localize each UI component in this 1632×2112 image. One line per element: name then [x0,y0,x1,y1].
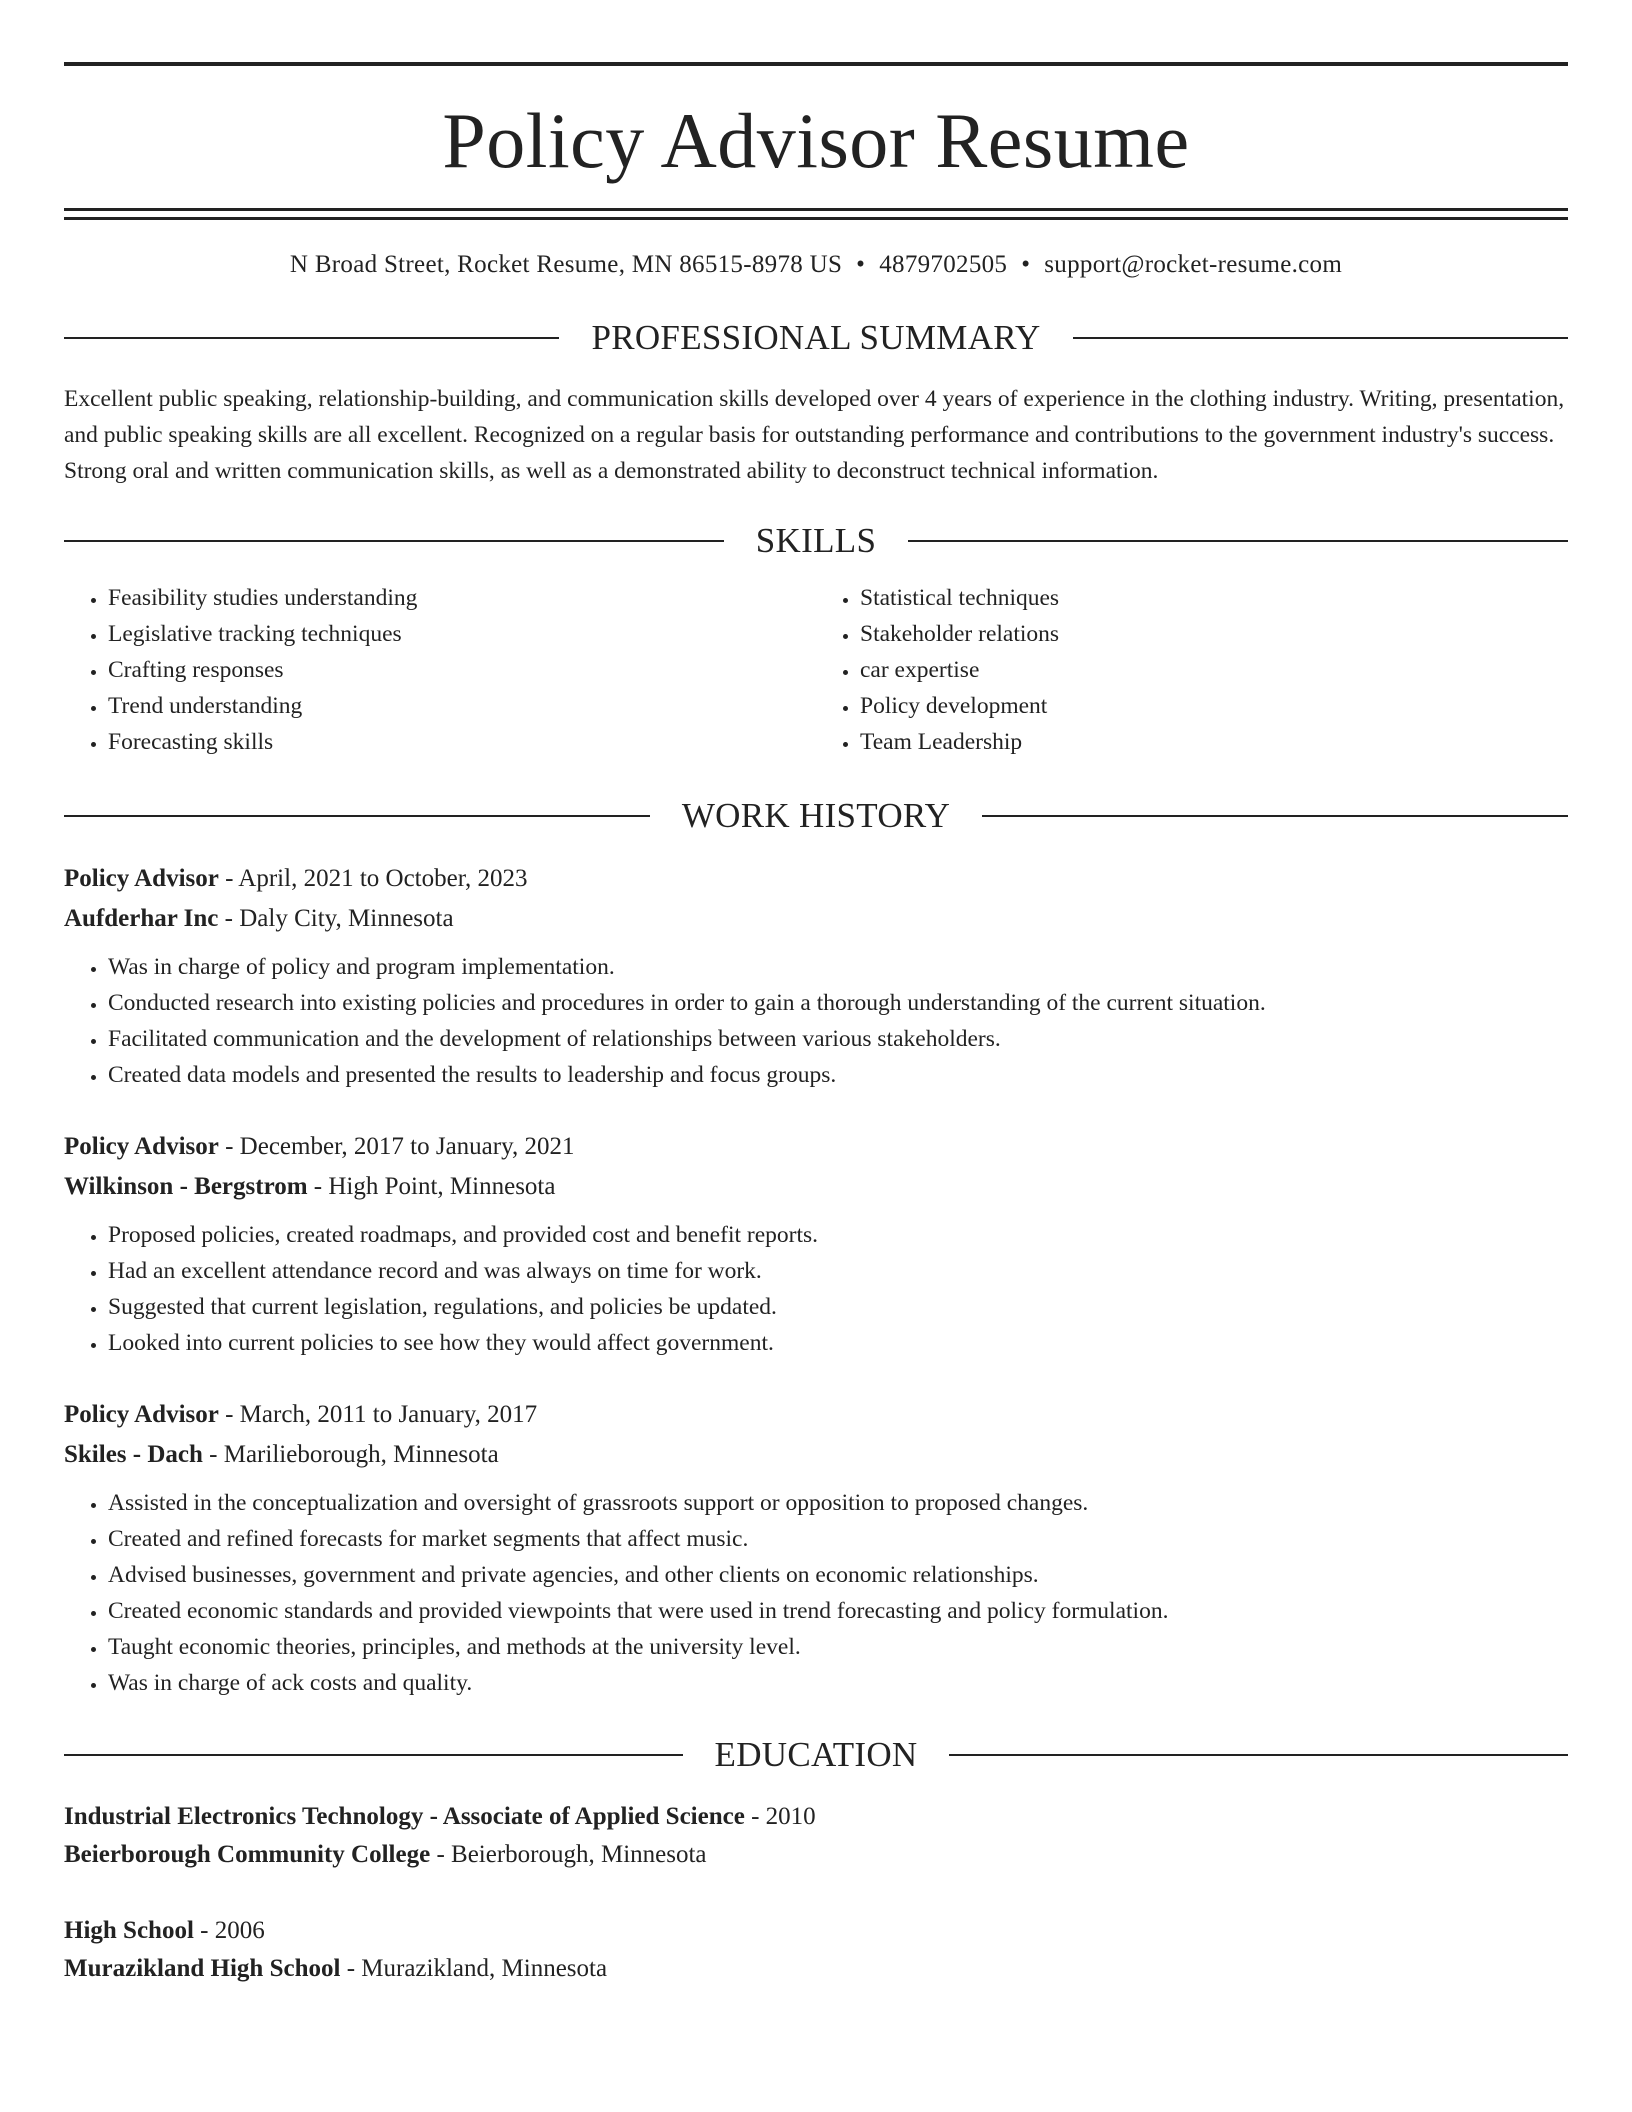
education-location: - Murazikland, Minnesota [340,1955,608,1982]
section-title-education: EDUCATION [714,1735,918,1774]
top-rule [64,62,1568,66]
education-school-line [64,1836,1568,1874]
resume-title: Policy Advisor Resume [442,97,1190,184]
skill-item: • Policy development [860,688,1568,724]
job-bullet: • Conducted research into existing policies and procedures in order to gain a thorough understanding of the current situation. [108,985,1568,1021]
skill-item: • Forecasting skills [108,724,816,760]
education-degree: Industrial Electronics Technology - Associate of Applied Science [64,1803,745,1830]
skill-item: • Stakeholder relations [860,616,1568,652]
job-company-line [64,899,1568,939]
job-bullets [64,1485,1568,1701]
education-entry [64,1912,1568,1988]
education-school-line [64,1950,1568,1988]
job-dates: - April, 2021 to October, 2023 [218,865,528,892]
job-location: - High Point, Minnesota [307,1173,556,1200]
job-bullet: • Created economic standards and provided viewpoints that were used in trend forecasting and policy formulation. [108,1593,1568,1629]
job-bullet: • Taught economic theories, principles, and methods at the university level. [108,1629,1568,1665]
education-entry [64,1798,1568,1874]
section-rule-left [64,540,724,542]
job-title: Policy Advisor [64,1133,219,1160]
job-entry [64,1127,1568,1361]
job-entry [64,859,1568,1093]
skill-item: • Statistical techniques [860,580,1568,616]
job-location: - Daly City, Minnesota [218,905,454,932]
section-header-skills [64,523,1568,558]
section-rule-left [64,337,559,339]
job-bullets [64,949,1568,1093]
education-year: - 2010 [744,1803,816,1830]
section-rule-right [908,540,1568,542]
title-double-rule [64,208,1568,220]
section-title-summary: PROFESSIONAL SUMMARY [591,318,1041,357]
contact-address: N Broad Street, Rocket Resume, MN 86515-8978 US [289,251,843,278]
job-company: Aufderhar Inc [64,905,219,932]
section-rule-left [64,1754,683,1756]
job-entry [64,1395,1568,1701]
skills-columns [64,580,1568,760]
job-bullets [64,1217,1568,1361]
education-degree: High School [64,1917,194,1944]
contact-separator: • [1021,251,1031,278]
job-bullet: • Created data models and presented the results to leadership and focus groups. [108,1057,1568,1093]
job-bullet: • Proposed policies, created roadmaps, and provided cost and benefit reports. [108,1217,1568,1253]
skill-item: • Trend understanding [108,688,816,724]
section-header-education [64,1737,1568,1772]
skills-list-right [816,580,1568,760]
job-bullet: • Suggested that current legislation, regulations, and policies be updated. [108,1289,1568,1325]
skill-item: • Crafting responses [108,652,816,688]
job-bullet: • Created and refined forecasts for market segments that affect music. [108,1521,1568,1557]
education-year: - 2006 [193,1917,265,1944]
education-location: - Beierborough, Minnesota [430,1841,707,1868]
job-bullet: • Was in charge of ack costs and quality. [108,1665,1568,1701]
section-rule-right [1073,337,1568,339]
job-bullet: • Advised businesses, government and private agencies, and other clients on economic relationships. [108,1557,1568,1593]
job-company-line [64,1435,1568,1475]
contact-phone[interactable]: 4879702505 [879,251,1008,278]
summary-text: Excellent public speaking, relationship-building, and communication skills developed over 4 years of experience in the clothing industry. Writing, presentation, and public speaking skills are all excellent. Recognized on a regular basis for outstanding performance and contributions to the government industry's success. Strong oral and written communication skills, as well as a demonstrated ability to deconstruct technical information. [64,386,1565,484]
job-bullet: • Looked into current policies to see how they would affect government. [108,1325,1568,1361]
section-rule-right [982,815,1568,817]
job-title-line [64,859,1568,899]
contact-separator: • [856,251,866,278]
job-bullet: • Was in charge of policy and program implementation. [108,949,1568,985]
section-rule-left [64,815,650,817]
job-company-line [64,1167,1568,1207]
section-header-summary [64,320,1568,355]
job-bullet: • Assisted in the conceptualization and oversight of grassroots support or opposition to proposed changes. [108,1485,1568,1521]
job-dates: - December, 2017 to January, 2021 [218,1133,575,1160]
education-school: Beierborough Community College [64,1841,431,1868]
job-company: Wilkinson - Bergstrom [64,1173,308,1200]
job-bullet: • Facilitated communication and the development of relationships between various stakeholders. [108,1021,1568,1057]
education-degree-line [64,1912,1568,1950]
skill-item: • Feasibility studies understanding [108,580,816,616]
job-title: Policy Advisor [64,1401,219,1428]
skill-item: • Legislative tracking techniques [108,616,816,652]
section-header-work [64,798,1568,833]
job-location: - Marilieborough, Minnesota [202,1441,499,1468]
job-company: Skiles - Dach [64,1441,203,1468]
skill-item: • Team Leadership [860,724,1568,760]
job-bullet: • Had an excellent attendance record and was always on time for work. [108,1253,1568,1289]
section-rule-right [949,1754,1568,1756]
contact-email[interactable]: support@rocket-resume.com [1044,251,1343,278]
education-school: Murazikland High School [64,1955,341,1982]
job-title-line [64,1395,1568,1435]
contact-line [64,250,1568,280]
education-degree-line [64,1798,1568,1836]
section-title-skills: SKILLS [755,521,877,560]
job-title: Policy Advisor [64,865,219,892]
job-dates: - March, 2011 to January, 2017 [218,1401,538,1428]
skills-list-left [64,580,816,760]
skill-item: • car expertise [860,652,1568,688]
job-title-line [64,1127,1568,1167]
section-title-work: WORK HISTORY [681,796,951,835]
